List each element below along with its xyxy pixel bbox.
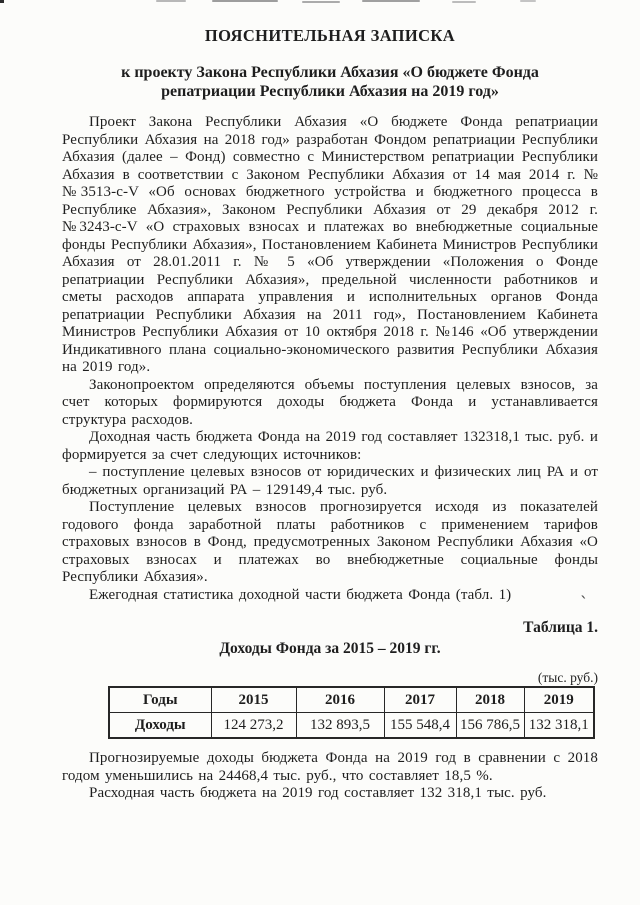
paragraph-expenditure-total: Расходная часть бюджета на 2019 год составляет 132 318,1 тыс. руб.: [89, 785, 547, 801]
table-row-label-income: Доходы: [109, 713, 211, 739]
table-header-row: [109, 687, 594, 713]
income-cell-2016: 132 893,5: [296, 713, 384, 739]
scan-artifact-dash: [156, 0, 186, 2]
scan-artifact-dash: [452, 1, 476, 3]
table-unit-note: (тыс. руб.): [537, 670, 598, 685]
document-body: [62, 114, 598, 604]
income-cell-2019: 132 318,1: [524, 713, 594, 739]
document-closing: [62, 750, 598, 803]
paragraph-forecast-comparison: Прогнозируемые доходы бюджета Фонда на 2019 год в сравнении с 2018 годом уменьшились на 24468,4 тыс. руб., что составляет 18,5 %.: [62, 750, 598, 784]
paragraph-law-purpose: Законопроектом определяются объемы поступления целевых взносов, за счет которых формируются доходы бюджета Фонда и устанавливается структура расходов.: [62, 376, 598, 428]
table-header-2015: 2015: [211, 687, 296, 713]
paragraph-forecast-method: Поступление целевых взносов прогнозируется исходя из показателей годового фонда заработной платы работников с применением тарифов страховых взносов в Фонд, предусмотренных Законом Республики Абхазия «О страховых взносах и платежах во внебюджетные социальные фонды Республики Абхазия».: [62, 499, 598, 585]
table-header-2016: 2016: [296, 687, 384, 713]
scan-artifact-corner: [0, 0, 4, 3]
table-caption-title: Доходы Фонда за 2015 – 2019 гг.: [219, 640, 441, 657]
income-cell-2017: 155 548,4: [384, 713, 456, 739]
table-header-years: Годы: [109, 687, 211, 713]
scan-artifact-dash: [362, 0, 420, 2]
document-title: ПОЯСНИТЕЛЬНАЯ ЗАПИСКА: [204, 26, 456, 45]
scan-artifact-dash: [520, 0, 536, 2]
paragraph-income-total: Доходная часть бюджета Фонда на 2019 год составляет 132318,1 тыс. руб. и формируется за счет следующих источников:: [62, 429, 598, 463]
table-header-2019: 2019: [524, 687, 594, 713]
scan-artifact-dash: [212, 0, 278, 2]
table-caption-label: Таблица 1.: [523, 619, 598, 636]
table-header-2018: 2018: [456, 687, 524, 713]
table-header-2017: 2017: [384, 687, 456, 713]
paragraph-intro-legal-basis: Проект Закона Республики Абхазия «О бюджете Фонда репатриации Республики Абхазия на 2018 год» разработан Фондом репатриации Республики Абхазия (далее – Фонд) совместно с Министерством репатриации Республики Абхазия в соответствии с Законом Республики Абхазия от 14 мая 2014 г. № №3513-с-V «Об основах бюджетного устройства и бюджетного процесса в Республике Абхазия», Законом Республики Абхазия от 29 декабря 2012 г. №3243-с-V «О страховых взносах и платежах во внебюджетные социальные фонды Республики Абхазия», Постановлением Кабинета Министров Республики Абхазия от 28.01.2011 г. № 5 «Об утверждении «Положения о Фонде репатриации Республики Абхазия», предельной численности работников и сметы расходов аппарата управления и исполнительных органов Фонда репатриации Республики Абхазия на 2011 год», Постановлением Кабинета Министров Республики Абхазия от 10 октября 2018 г. №146 «Об утверждении Индикативного плана социально-экономического развития Республики Абхазия на 2019 год».: [62, 114, 598, 375]
document-subtitle: к проекту Закона Республики Абхазия «О бюджете Фонда репатриации Республики Абхазия на 2019 год»: [121, 64, 539, 100]
paragraph-table-reference: Ежегодная статистика доходной части бюджета Фонда (табл. 1): [89, 586, 512, 603]
income-table: [108, 686, 595, 739]
paragraph-income-sources: – поступление целевых взносов от юридических и физических лиц РА и от бюджетных организаций РА – 129149,4 тыс. руб.: [62, 464, 598, 498]
scan-artifact-tick: `: [579, 594, 590, 614]
income-cell-2018: 156 786,5: [456, 713, 524, 739]
income-cell-2015: 124 273,2: [211, 713, 296, 739]
scan-artifact-dash: [302, 1, 340, 3]
table-income-row: [109, 713, 594, 739]
